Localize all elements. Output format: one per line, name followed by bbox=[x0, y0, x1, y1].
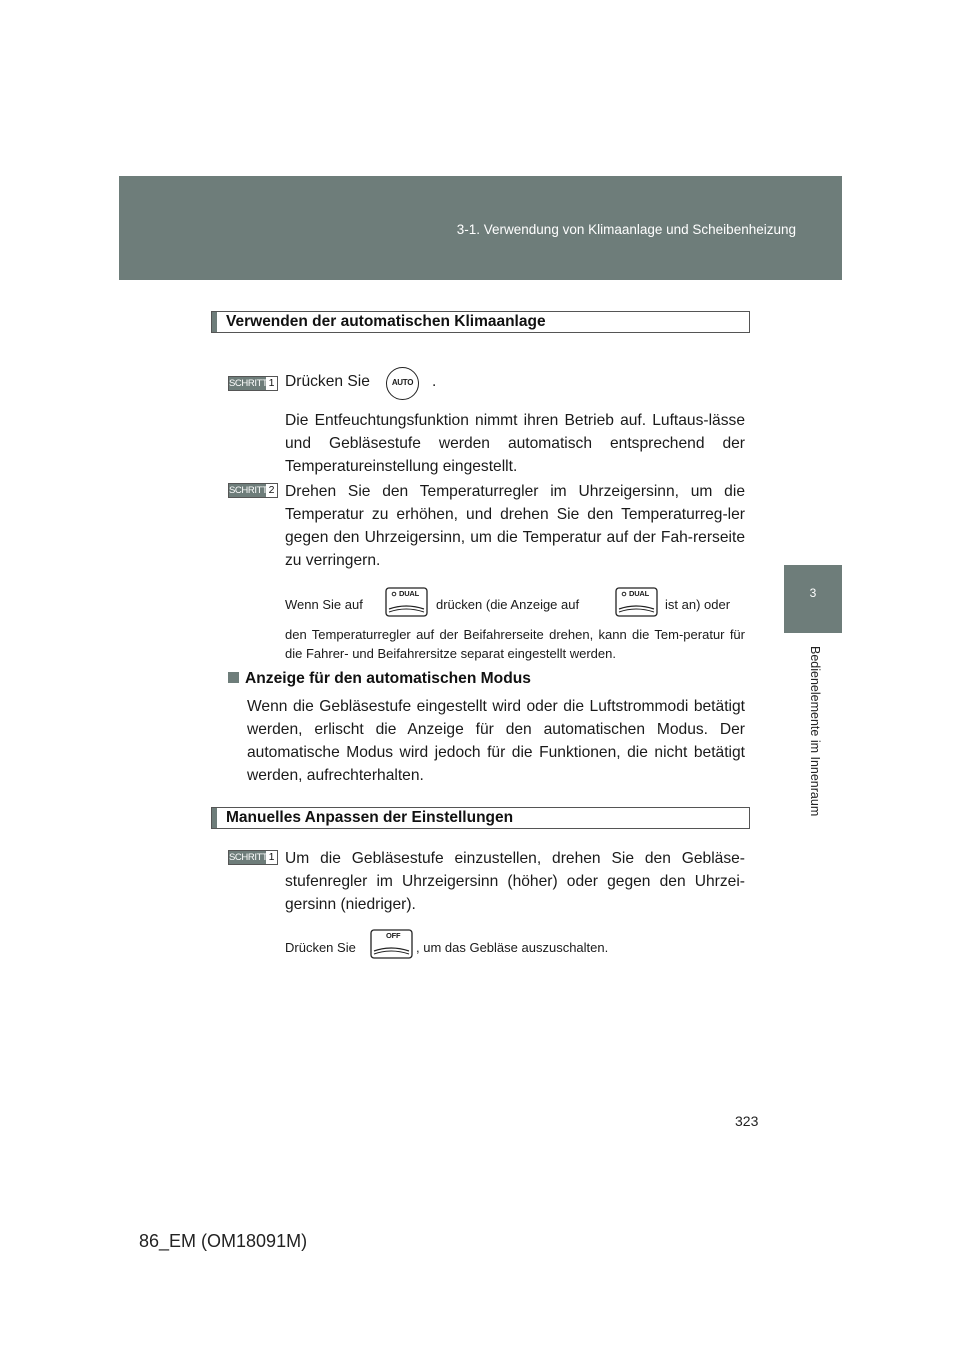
page-number: 323 bbox=[735, 1113, 759, 1129]
off-button-icon bbox=[370, 929, 413, 959]
auto-button-icon bbox=[386, 367, 419, 400]
step2-description: Drehen Sie den Temperaturregler im Uhrzeigersinn, um die Temperatur zu erhöhen, und drehen Sie den Temperaturreg-ler gegen den Uhrzeigersinn, um die Temperatur auf der Fah-rerseite zu verringern. bbox=[285, 483, 745, 569]
step1-post: . bbox=[432, 373, 437, 390]
step1-line bbox=[285, 373, 370, 391]
subsection-description: Wenn die Gebläsestufe eingestellt wird oder die Luftstrommodi betätigt werden, erlischt die Anzeige für den automatischen Modus. Der automatische Modus wird jedoch für die Funktionen, die nicht betätigt werden, aufrechterhalten. bbox=[247, 698, 745, 784]
dual-icon-label: DUAL bbox=[399, 589, 420, 598]
step1-description: Die Entfeuchtungsfunktion nimmt ihren Betrieb auf. Luftaus-lässe und Gebläsestufe werden automatisch entsprechend der Temperatureinstellung eingestellt. bbox=[285, 412, 745, 475]
chapter-tab bbox=[784, 565, 842, 633]
dual-indicator-icon bbox=[615, 587, 658, 617]
step-badge-2 bbox=[228, 483, 278, 498]
dual-note-part3: ist an) oder bbox=[665, 597, 731, 612]
manual-code: 86_EM (OM18091M) bbox=[139, 1231, 308, 1251]
off-note-post: , um das Gebläse auszuschalten. bbox=[416, 940, 609, 955]
step-number: 1 bbox=[268, 377, 275, 389]
step1-pre: Drücken Sie bbox=[285, 373, 370, 390]
chapter-title: 3-1. Verwendung von Klimaanlage und Scheibenheizung bbox=[456, 222, 796, 237]
subsection-heading bbox=[228, 670, 531, 688]
subsection-heading-text: Anzeige für den automatischen Modus bbox=[245, 670, 531, 687]
section-heading-text: Manuelles Anpassen der Einstellungen bbox=[226, 809, 514, 826]
step-label: SCHRITT bbox=[229, 378, 268, 389]
off-icon-label: OFF bbox=[386, 931, 401, 940]
step-label: SCHRITT bbox=[229, 485, 268, 496]
auto-icon-label: AUTO bbox=[391, 378, 414, 387]
step-badge-manual-1 bbox=[228, 850, 278, 865]
dual-note-rest: den Temperaturregler auf der Beifahrerseite drehen, kann die Tem-peratur für die Fahrer- und Beifahrersitze separat eingestellt werden. bbox=[285, 627, 745, 661]
chapter-tab-number: 3 bbox=[809, 586, 817, 600]
dual-icon-label: DUAL bbox=[629, 589, 650, 598]
section-heading-manual bbox=[211, 807, 750, 829]
section-heading-automatic bbox=[211, 311, 750, 333]
chapter-side-label: Bedienelemente im Innenraum bbox=[808, 646, 822, 817]
dual-note-part1: Wenn Sie auf bbox=[285, 597, 363, 612]
step-badge-1 bbox=[228, 376, 278, 391]
bullet-square-icon bbox=[228, 672, 239, 683]
chapter-header bbox=[119, 176, 842, 280]
section-heading-text: Verwenden der automatischen Klimaanlage bbox=[226, 313, 546, 330]
step-number: 2 bbox=[268, 484, 275, 496]
dual-button-icon bbox=[385, 587, 428, 617]
dual-note-part2: drücken (die Anzeige auf bbox=[436, 597, 580, 612]
off-note-pre: Drücken Sie bbox=[285, 940, 356, 955]
step-number: 1 bbox=[268, 851, 275, 863]
manual-step1-description: Um die Gebläsestufe einzustellen, drehen Sie den Gebläse-stufenregler im Uhrzeigersinn (höher) oder gegen den Uhrzei-gersinn (niedriger). bbox=[285, 850, 745, 913]
step-label: SCHRITT bbox=[229, 852, 268, 863]
